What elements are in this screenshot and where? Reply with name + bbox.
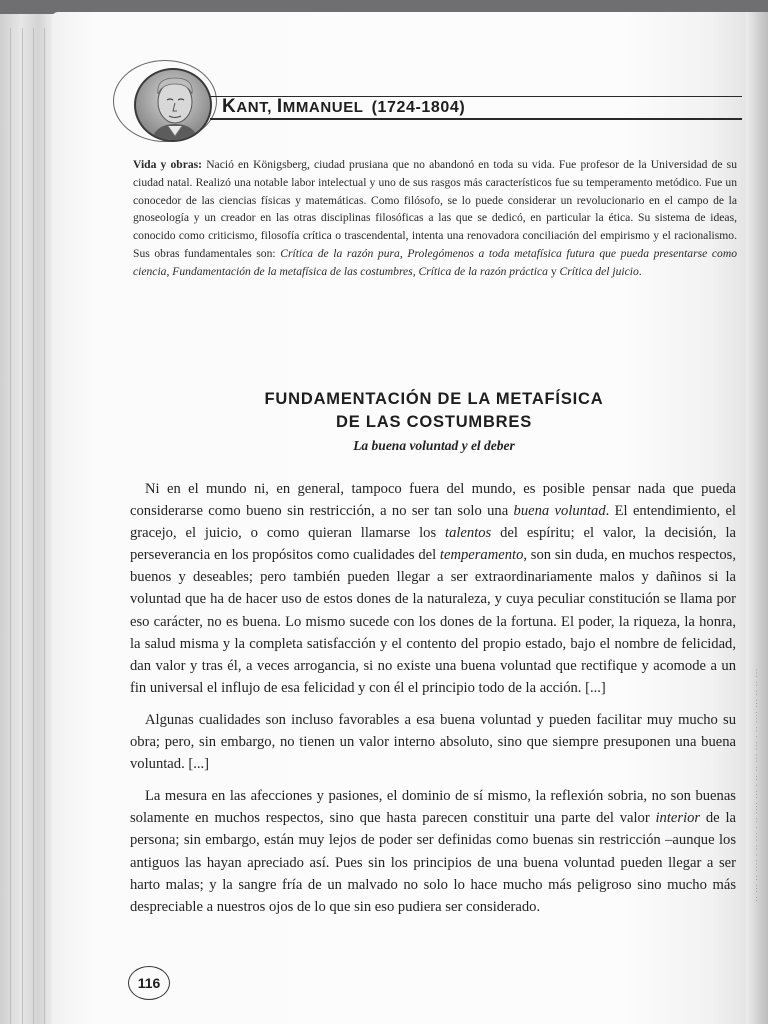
header-rule-bottom — [210, 118, 742, 120]
bio-works: Crítica de la razón pura, Prolegómenos a toda metafísica futura que pueda presentarse como ciencia, Fundamentación de la metafísica de las costumbres, Crítica de la razón práctica — [133, 246, 737, 278]
section-title-line1: FUNDAMENTACIÓN DE LA METAFÍSICA — [264, 390, 604, 408]
bio-text: Nació en Königsberg, ciudad prusiana que no abandonó en toda su vida. Fue profesor de la Universidad de su ciudad natal. Realizó una notable labor intelectual y uno de sus rasgos más característicos fue su temperamento metódico. Fue un conocedor de las ciencias físicas y matemáticas. Como filósofo, se lo puede considerar un revolucionario en el campo de la gnoseología y un creador en las otras disciplinas filosóficas a las que se dedicó, en particular la ética. Su sistema de ideas, conocido como criticismo, filosofía crítica o trascendental, intenta una renovadora conciliación del empirismo y el racionalismo. Sus obras fundamentales son: — [133, 158, 737, 260]
author-portrait-icon — [134, 68, 212, 142]
author-dates: (1724-1804) — [371, 99, 466, 116]
bleed-through-text: ·· ··· ·· ···· · ·· ··· · ·· ···· ··· · ·· ·· ··· ··· · ·· ···· ··· ·· ·· ··· — [752, 668, 761, 902]
book-gutter — [746, 12, 768, 1024]
paragraph-3: La mesura en las afecciones y pasiones, el dominio de sí mismo, la reflexión sobria, no son buenas solamente en muchos respectos, sino que hasta parecen constituir una parte del valor interior de la persona; sin embargo, están muy lejos de poder ser definidas como buenas sin restricción –aunque los antiguos las hayan apreciado así. Pues sin los principios de una buena voluntad pueden llegar a ser harto malas; y la sangre fría de un malvado no solo lo hace mucho más peligroso sino mucho más despreciable a nuestros ojos de lo que sin eso pudiera ser considerado. — [130, 788, 736, 915]
paragraph-2: Algunas cualidades son incluso favorables a esa buena voluntad y pueden facilitar muy mucho su obra; pero, sin embargo, no tienen un valor interno absoluto, sino que siempre presuponen una buena voluntad. [...] — [130, 711, 736, 773]
section-title-line2: DE LAS COSTUMBRES — [335, 413, 533, 431]
page-number: 116 — [128, 966, 170, 1000]
section-subtitle: La buena voluntad y el deber — [353, 438, 515, 453]
author-heading: KANT, IMMANUEL (1724-1804) — [222, 96, 466, 117]
author-bio: Vida y obras: Nació en Königsberg, ciudad prusiana que no abandonó en toda su vida. Fue profesor de la Universidad de su ciudad natal. Realizó una notable labor intelectual y uno de sus rasgos más característicos fue su temperamento metódico. Fue un conocedor de las ciencias físicas y matemáticas. Como filósofo, se lo puede considerar un revolucionario en el campo de la gnoseología y un creador en las otras disciplinas filosóficas a las que se dedicó, en particular la ética. Su sistema de ideas, conocido como criticismo, filosofía crítica o trascendental, intenta una renovadora conciliación del empirismo y el racionalismo. Sus obras fundamentales son: Crítica de la razón pura, Prolegómenos a toda metafísica futura que pueda presentarse como ciencia, Fundamentación de la metafísica de las costumbres, Crítica de la razón práctica y Crítica del juicio. — [133, 158, 737, 278]
body-text — [130, 478, 736, 928]
paragraph-1: Ni en el mundo ni, en general, tampoco fuera del mundo, es posible pensar nada que pueda considerarse como bueno sin restricción, a no ser tan solo una buena voluntad. El entendimiento, el gracejo, el juicio, o como quieran llamarse los talentos del espíritu; el valor, la decisión, la perseverancia en los propósitos como cualidades del temperamento, son sin duda, en muchos respectos, buenos y deseables; pero también pueden llegar a ser extraordinariamente malos y dañinos si la voluntad que ha de hacer uso de estos dones de la naturaleza, y cuya peculiar constitución se llama por eso carácter, no es buena. Lo mismo sucede con los dones de la fortuna. El poder, la riqueza, la honra, la salud misma y la completa satisfacción y el contento del propio estado, bajo el nombre de felicidad, dan valor y tras él, a veces arrogancia, si no existe una buena voluntad que rectifique y acomode a un fin universal el influjo de esa felicidad y con él el principio todo de la acción. [...] — [130, 481, 736, 696]
bio-label: Vida y obras: — [133, 158, 203, 171]
bio-works-last: Crítica del juicio — [559, 264, 639, 278]
